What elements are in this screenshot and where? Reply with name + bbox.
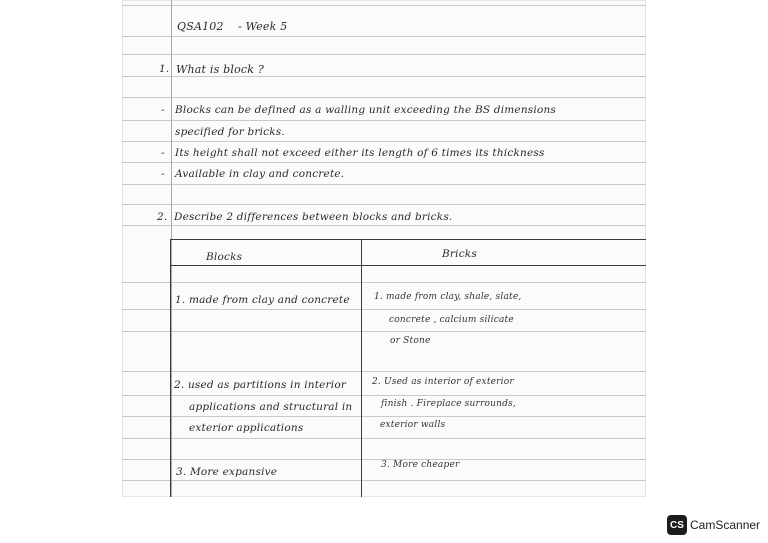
ruled-line — [122, 331, 646, 332]
camscanner-watermark — [667, 515, 760, 535]
ruled-line — [122, 309, 646, 310]
camscanner-logo-icon: CS — [667, 515, 687, 535]
bricks-cell-line: exterior walls — [380, 420, 446, 430]
q1-answer-line: specified for bricks. — [175, 126, 285, 138]
bricks-cell-line: 1. made from clay, shale, slate, — [374, 292, 522, 302]
ruled-line — [122, 76, 646, 77]
bricks-cell-line: concrete , calcium silicate — [389, 315, 514, 325]
blocks-cell-line: exterior applications — [189, 422, 304, 434]
ruled-line — [122, 395, 646, 396]
q1-bullet: - — [161, 168, 165, 180]
ruled-line — [122, 120, 646, 121]
ruled-line — [122, 54, 646, 55]
q1-answer-line: Its height shall not exceed either its length of 6 times its thickness — [175, 147, 545, 159]
q1-bullet: - — [161, 104, 165, 116]
table-top-border — [170, 239, 646, 240]
q1-answer-line: Blocks can be defined as a walling unit exceeding the BS dimensions — [175, 104, 557, 116]
blocks-cell-line: applications and structural in — [189, 401, 353, 413]
table-header-bricks: Bricks — [442, 248, 477, 260]
ruled-line — [122, 416, 646, 417]
q1-bullet: - — [161, 147, 165, 159]
q1-number: 1. — [159, 63, 170, 75]
q1-answer-line: Available in clay and concrete. — [175, 168, 345, 180]
ruled-line — [122, 5, 646, 6]
ruled-line — [122, 204, 646, 205]
ruled-line — [122, 36, 646, 37]
q2-question: Describe 2 differences between blocks and bricks. — [174, 211, 453, 223]
course-code: QSA102 — [177, 20, 224, 33]
margin-line — [171, 0, 172, 497]
ruled-line — [122, 97, 646, 98]
blocks-cell-line: 1. made from clay and concrete — [175, 294, 350, 306]
ruled-line — [122, 141, 646, 142]
table-header-divider — [170, 265, 646, 266]
table-left-border — [170, 239, 171, 497]
table-header-blocks: Blocks — [206, 251, 243, 263]
ruled-line — [122, 371, 646, 372]
ruled-line — [122, 162, 646, 163]
blocks-cell-line: 3. More expansive — [176, 466, 278, 478]
week-label: - Week 5 — [238, 20, 288, 33]
bricks-cell-line: or Stone — [390, 336, 431, 346]
scanned-notebook-page — [122, 0, 646, 497]
bricks-cell-line: finish . Fireplace surrounds, — [381, 399, 516, 409]
table-column-divider — [361, 239, 362, 497]
ruled-line — [122, 184, 646, 185]
ruled-line — [122, 282, 646, 283]
ruled-line — [122, 225, 646, 226]
bricks-cell-line: 3. More cheaper — [381, 460, 460, 470]
q2-number: 2. — [157, 211, 168, 223]
camscanner-label: CamScanner — [690, 518, 761, 532]
bricks-cell-line: 2. Used as interior of exterior — [372, 377, 514, 387]
ruled-line — [122, 438, 646, 439]
q1-question: What is block ? — [176, 63, 264, 76]
blocks-cell-line: 2. used as partitions in interior — [174, 379, 347, 391]
ruled-line — [122, 480, 646, 481]
